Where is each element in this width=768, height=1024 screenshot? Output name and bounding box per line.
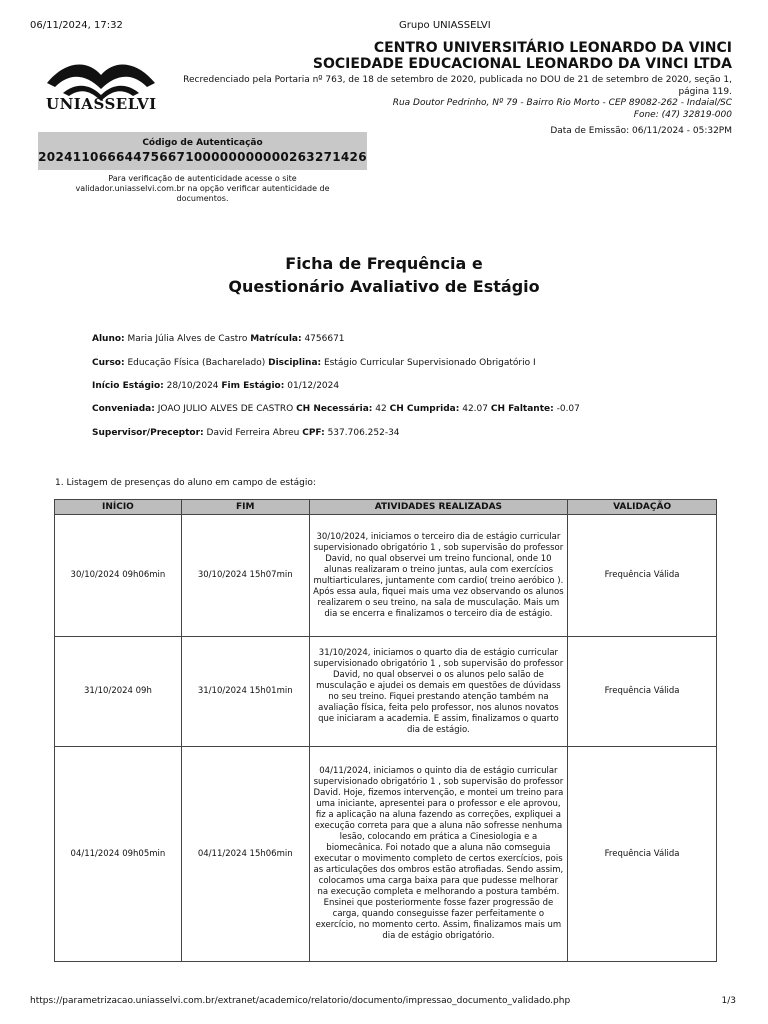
title-line-2: Questionário Avaliativo de Estágio (228, 277, 540, 296)
row-validacao: Frequência Válida (568, 515, 717, 637)
attendance-table (54, 499, 717, 962)
table-row (55, 515, 717, 637)
matricula-value: 4756671 (304, 334, 345, 344)
ch-necessaria-label: CH Necessária: (296, 404, 373, 414)
ch-cumprida-label: CH Cumprida: (389, 404, 460, 414)
table-header-row (55, 500, 717, 515)
student-line (92, 334, 345, 344)
address-text: Rua Doutor Pedrinho, Nº 79 - Bairro Rio Morto - CEP 89082-262 - Indaial/SC (392, 98, 732, 108)
accreditation-text: Recredenciado pela Portaria nº 763, de 18 de setembro de 2020, publicada no DOU de 21 de setembro de 2020, seção 1, página 119. (183, 75, 732, 97)
document-title (0, 252, 768, 298)
disciplina-value: Estágio Curricular Supervisionado Obrigatório I (324, 358, 536, 368)
dates-line (92, 381, 339, 391)
header-validacao: VALIDAÇÃO (568, 500, 717, 515)
ch-cumprida-value: 42.07 (462, 404, 488, 414)
ch-faltante-value: -0.07 (556, 404, 580, 414)
aluno-value: Maria Júlia Alves de Castro (127, 334, 248, 344)
course-line (92, 358, 536, 368)
row-fim: 30/10/2024 15h07min (181, 515, 309, 637)
row-fim: 04/11/2024 15h06min (181, 747, 309, 962)
phone-text: Fone: (47) 32819-000 (633, 110, 732, 120)
row-inicio: 30/10/2024 09h06min (55, 515, 182, 637)
table-row (55, 637, 717, 747)
row-fim: 31/10/2024 15h01min (181, 637, 309, 747)
row-inicio: 04/11/2024 09h05min (55, 747, 182, 962)
authentication-label: Código de Autenticação (142, 138, 263, 148)
institution-name: CENTRO UNIVERSITÁRIO LEONARDO DA VINCI (373, 40, 732, 56)
row-atividades: 04/11/2024, iniciamos o quinto dia de estágio curricular supervisionado obrigatório 1 , sob supervisão do professor David. Hoje, fizemos intervenção, e montei um treino para uma iniciante, apresentei para o professor e ele aprovou, fiz a aplicação na aluna fazendo as correções, expliquei a execução correta para que a aluna não sofresse nenhuma lesão, colocando em prática a Cinesiologia e a biomecânica. Foi notado que a aluna não comseguia executar o movimento completo de certos exercícios, pois as articulações dos ombros estão atrofiadas. Sendo assim, colocamos uma carga baixa para que pudesse melhorar na execução completa e melhorando a postura também. Ensinei que posteriormente fosse fazer progressão de carga, quando conseguisse fazer perfeitamente o exercício, no momento certo. Assim, finalizamos mais um dia de estágio obrigatório. (309, 747, 568, 962)
ch-necessaria-value: 42 (375, 404, 387, 414)
row-atividades: 31/10/2024, iniciamos o quarto dia de estágio curricular supervisionado obrigatório 1 , sob supervisão do professor David, no qual observei o os alunos pelo salão de musculação e ajudei os demais em questões de dúvidass no seu treino. Fiquei prestando atenção também na avaliação física, feita pelo professor, nos alunos novatos que iniciaram a academia. E assim, finalizamos o quarto dia de estágio. (309, 637, 568, 747)
logo-text: UNIASSELVI (46, 95, 157, 113)
table-row (55, 747, 717, 962)
row-inicio: 31/10/2024 09h (55, 637, 182, 747)
header-fim: FIM (181, 500, 309, 515)
attendance-section-title: 1. Listagem de presenças do aluno em campo de estágio: (55, 478, 316, 488)
fim-value: 01/12/2024 (287, 381, 340, 391)
fim-label: Fim Estágio: (221, 381, 285, 391)
supervisor-value: David Ferreira Abreu (206, 428, 300, 438)
authentication-box (38, 132, 367, 170)
inicio-label: Início Estágio: (92, 381, 164, 391)
curso-value: Educação Física (Bacharelado) (127, 358, 266, 368)
inicio-value: 28/10/2024 (166, 381, 219, 391)
header-atividades: ATIVIDADES REALIZADAS (309, 500, 568, 515)
print-datetime: 06/11/2024, 17:32 (30, 20, 123, 31)
authentication-code: 20241106664475667100000000000263271426 (38, 150, 367, 164)
header-inicio: INÍCIO (55, 500, 182, 515)
conveniada-value: JOAO JULIO ALVES DE CASTRO (157, 404, 294, 414)
print-page-title: Grupo UNIASSELVI (399, 20, 491, 31)
title-line-1: Ficha de Frequência e (285, 254, 483, 273)
page-url: https://parametrizacao.uniasselvi.com.br/extranet/academico/relatorio/documento/impressao_documento_validado.php (30, 996, 571, 1006)
authentication-note: Para verificação de autenticidade acesse o site validador.uniasselvi.com.br na opção verificar autenticidade de documentos. (75, 174, 330, 203)
row-validacao: Frequência Válida (568, 637, 717, 747)
supervisor-line (92, 428, 400, 438)
matricula-label: Matrícula: (250, 334, 302, 344)
cpf-value: 537.706.252-34 (327, 428, 400, 438)
page-number: 1/3 (721, 996, 736, 1006)
row-validacao: Frequência Válida (568, 747, 717, 962)
row-atividades: 30/10/2024, iniciamos o terceiro dia de estágio curricular supervisionado obrigatório 1 , sob supervisão do professor David, no qual observei um treino funcional, onde 10 alunas realizaram o treino juntas, aula com exercícios multiarticulares, juntamente com cardio( treino aeróbico ). Após essa aula, fiquei mais uma vez observando os alunos realizarem o seu treino, na sala de musculação. Mais um dia se encerra e finalizamos o terceiro dia de estágio. (309, 515, 568, 637)
cpf-label: CPF: (302, 428, 325, 438)
hours-line (92, 404, 580, 414)
disciplina-label: Disciplina: (268, 358, 322, 368)
supervisor-label: Supervisor/Preceptor: (92, 428, 204, 438)
ch-faltante-label: CH Faltante: (490, 404, 554, 414)
issue-date: Data de Emissão: 06/11/2024 - 05:32PM (550, 126, 732, 136)
company-name: SOCIEDADE EDUCACIONAL LEONARDO DA VINCI LTDA (312, 56, 732, 72)
curso-label: Curso: (92, 358, 125, 368)
aluno-label: Aluno: (92, 334, 125, 344)
conveniada-label: Conveniada: (92, 404, 155, 414)
